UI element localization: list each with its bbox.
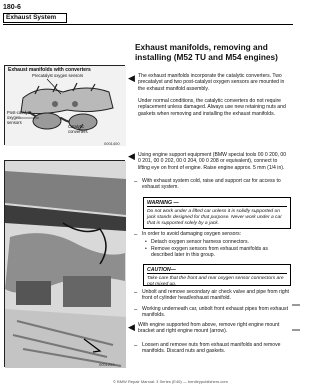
figure-title: Exhaust manifolds with converters — [8, 67, 91, 73]
header-rule — [3, 24, 293, 25]
bullet-remove-sensors: Remove oxygen sensors from exhaust manifolds as described later in this group. — [151, 246, 268, 259]
note-paragraph: Under normal conditions, the catalytic converters do not require replacement unless damaged. Always use new retaining nuts and gaskets when removing and installing the exhaust manifolds. — [138, 98, 286, 117]
engine-bay-photo — [5, 161, 126, 368]
page-title: Exhaust manifolds, removing and installing (M52 TU and M54 engines) — [135, 42, 278, 62]
figure-code: 0001400 — [104, 141, 120, 146]
label-precatalyst-sensors: Precatalyst oxygen sensors — [32, 73, 84, 78]
section-title: Exhaust System — [3, 13, 67, 23]
step-engine-mount: With engine supported from above, remove right engine mount bracket and right engine mount (arrow). — [138, 322, 280, 335]
thumb-tab — [292, 329, 300, 331]
dash-bullet: – — [134, 179, 138, 185]
dash-bullet: – — [134, 343, 138, 349]
intro-paragraph: The exhaust manifolds incorporate the catalytic converters. Two precatalyst and two post-catalyst oxygen sensors are mounted in the exhaust manifold assembly. — [138, 73, 285, 92]
photo-code: 0001294 — [99, 362, 115, 367]
caution-text: Take care that the front and rear oxygen sensor connectors are not mixed up. — [147, 276, 284, 287]
step-secondary-air: Unbolt and remove secondary air check valve and pipe from right front of cylinder head/exhaust manifold. — [142, 289, 289, 302]
step-front-exhaust-pipes: Working underneath car, unbolt front exhaust pipes from exhaust manifolds. — [142, 306, 289, 319]
step-raise-car: With exhaust system cold, raise and support car for access to exhaust system. — [142, 178, 281, 191]
dash-bullet: – — [134, 232, 138, 238]
figure-engine-bay-photo — [4, 160, 125, 367]
thumb-tab — [292, 304, 300, 306]
step-engine-support: Using engine support equipment (BMW special tools 00 0 200, 00 0 201, 00 0 202, 00 0 204, 00 0 208 or equivalent), connect to lifting eye on front of engine. Raise engine approx. 5 mm (1/4 in). — [138, 152, 287, 171]
bullet-dot: • — [145, 239, 147, 245]
dash-bullet: – — [134, 307, 138, 313]
step-avoid-damage: In order to avoid damaging oxygen sensors: — [142, 231, 242, 237]
left-arrow-icon: ◀ — [128, 322, 135, 332]
warning-box — [143, 197, 291, 229]
bullet-detach-connectors: Detach oxygen sensor harness connectors. — [151, 239, 249, 245]
caution-box — [143, 264, 291, 286]
dash-bullet: – — [134, 290, 138, 296]
warning-text: Do not work under a lifted car unless it is solidly supported on jack stands designed for that purpose. Never work under a car that is supported solely by a jack. — [147, 209, 282, 226]
warning-title: WARNING — — [147, 200, 287, 207]
left-arrow-icon: ◀ — [128, 151, 135, 161]
left-arrow-icon: ◀ — [128, 73, 135, 83]
bullet-dot: • — [145, 246, 147, 252]
manifold-diagram — [5, 66, 126, 146]
page-number: 180-6 — [3, 4, 21, 11]
label-postcatalyst-sensors: Post-catalyst oxygen sensors — [7, 110, 31, 125]
footer-text: © BMW Repair Manual: 3 Series (E46) — bentleypublishers.com — [113, 379, 228, 384]
caution-title: CAUTION— — [147, 267, 287, 274]
step-remove-manifolds: Loosen and remove nuts from exhaust manifolds and remove manifolds. Discard nuts and gaskets. — [142, 342, 281, 355]
label-catalytic-converters: Catalytic converters — [68, 124, 88, 134]
